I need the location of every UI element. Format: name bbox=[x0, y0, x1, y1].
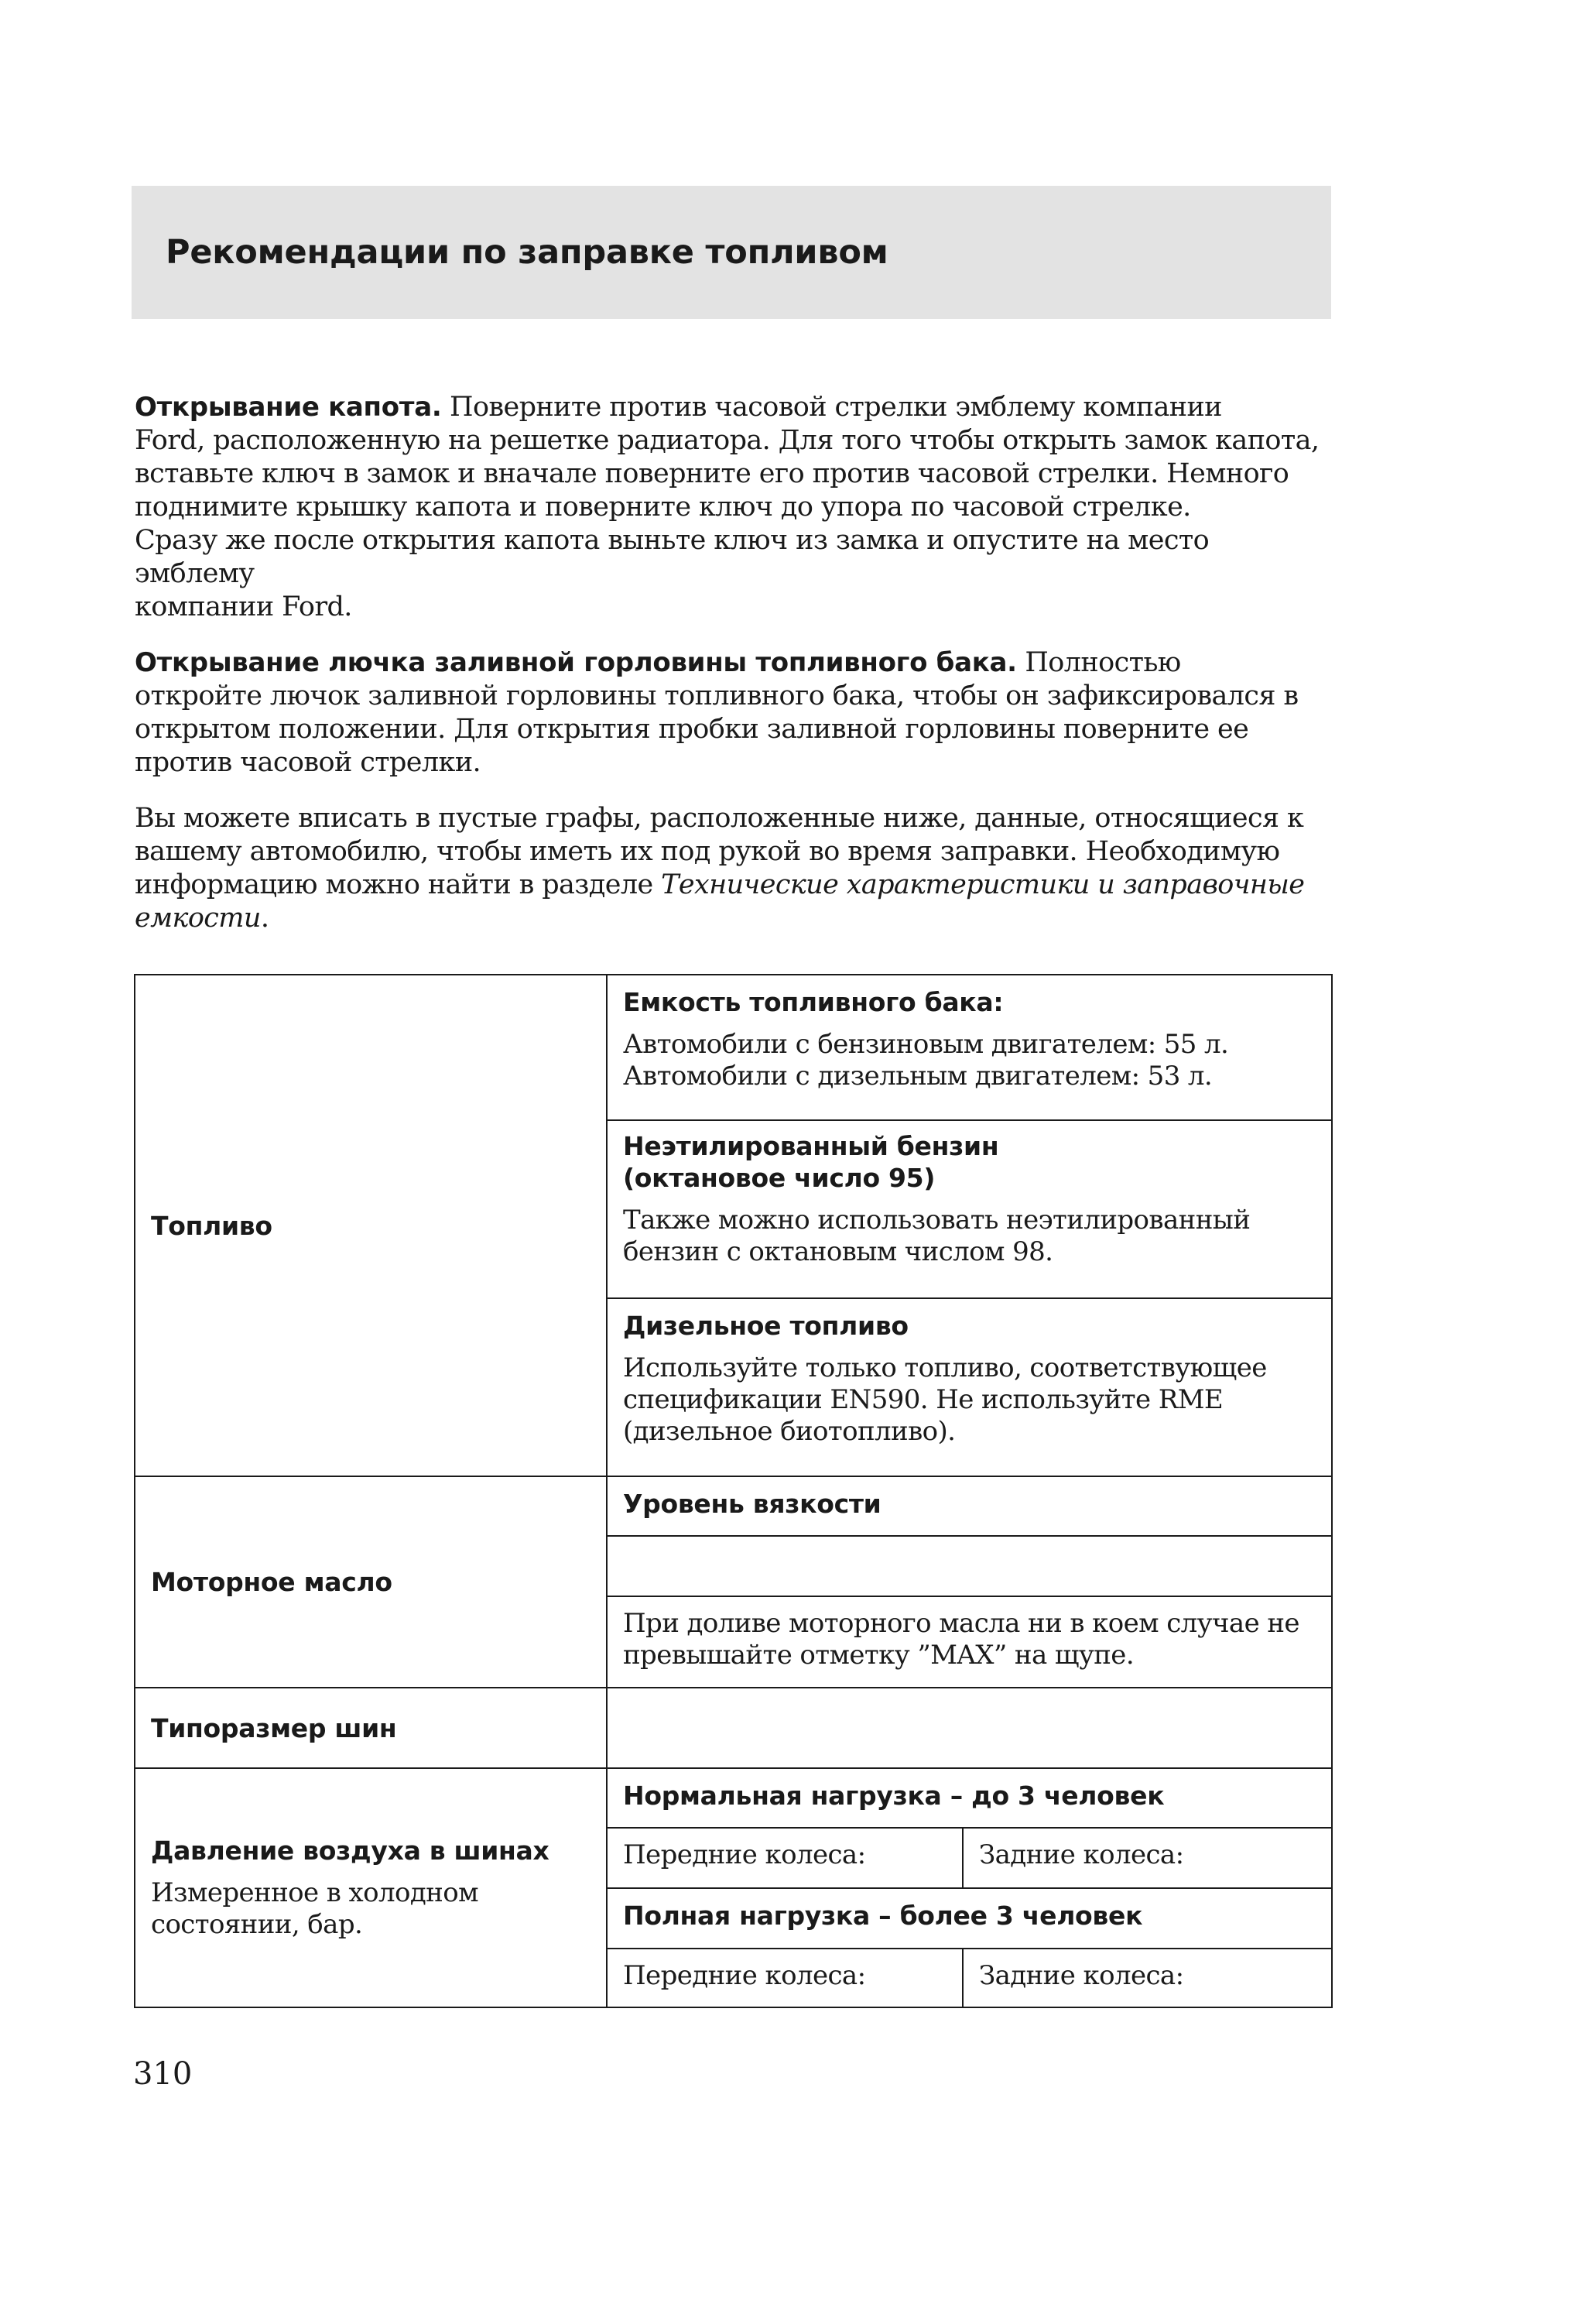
normal-front-label: Передние колеса: bbox=[623, 1839, 866, 1870]
oil-note-line2: превышайте отметку ”MAX” на щупе. bbox=[623, 1640, 1135, 1671]
fuel-door-line1: Полностью bbox=[1025, 647, 1181, 678]
diesel-heading: Дизельное топливо bbox=[623, 1311, 909, 1341]
tank-capacity-cell bbox=[607, 975, 1332, 1120]
paragraph-info bbox=[135, 802, 1327, 935]
oil-note-cell bbox=[607, 1596, 1332, 1688]
pressure-label-cell bbox=[135, 1768, 607, 2007]
paragraph-fuel-door bbox=[135, 646, 1327, 780]
hood-line3: вставьте ключ в замок и вначале поверните его против часовой стрелки. Немного bbox=[135, 458, 1289, 489]
fuel-door-line2: откройте лючок заливной горловины топливного бака, чтобы он зафиксировался в bbox=[135, 680, 1299, 711]
info-line1: Вы можете вписать в пустые графы, расположенные ниже, данные, относящиеся к bbox=[135, 803, 1304, 834]
normal-rear-field[interactable] bbox=[963, 1828, 1332, 1888]
diesel-note-line2: спецификации EN590. Не используйте RME bbox=[623, 1384, 1224, 1415]
pressure-sub-line2: состоянии, бар. bbox=[151, 1909, 363, 1940]
vehicle-data-table bbox=[134, 974, 1333, 2008]
normal-load-heading: Нормальная нагрузка – до 3 человек bbox=[623, 1781, 1165, 1811]
pressure-label: Давление воздуха в шинах bbox=[151, 1836, 549, 1866]
diesel-note-line1: Используйте только топливо, соответствующее bbox=[623, 1352, 1267, 1383]
fuel-door-line3: открытом положении. Для открытия пробки заливной горловины поверните ее bbox=[135, 714, 1249, 745]
hood-lead: Открывание капота. bbox=[135, 392, 442, 423]
info-italic2: емкости bbox=[135, 903, 261, 934]
info-line3: информацию можно найти в разделе bbox=[135, 869, 653, 900]
hood-line5: Сразу же после открытия капота выньте ключ из замка и опустите на место эмблему bbox=[135, 525, 1210, 589]
tank-petrol-value: Автомобили с бензиновым двигателем: 55 л. bbox=[623, 1029, 1229, 1060]
fuel-label-cell bbox=[135, 975, 607, 1476]
table-row bbox=[135, 1688, 1332, 1768]
full-rear-field[interactable] bbox=[963, 1949, 1332, 2007]
normal-rear-label: Задние колеса: bbox=[979, 1839, 1184, 1870]
tank-capacity-heading: Емкость топливного бака: bbox=[623, 987, 1004, 1017]
viscosity-cell bbox=[607, 1476, 1332, 1536]
oil-label-cell bbox=[135, 1476, 607, 1688]
info-line2: вашему автомобилю, чтобы иметь их под рукой во время заправки. Необходимую bbox=[135, 836, 1280, 867]
page-number: 310 bbox=[133, 2056, 193, 2092]
normal-load-cell bbox=[607, 1768, 1332, 1828]
tyres-label: Типоразмер шин bbox=[151, 1712, 397, 1743]
full-load-cell bbox=[607, 1888, 1332, 1949]
table-row bbox=[135, 1476, 1332, 1536]
table-row bbox=[135, 975, 1332, 1120]
full-front-label: Передние колеса: bbox=[623, 1960, 866, 1991]
petrol-cell bbox=[607, 1120, 1332, 1298]
full-front-field[interactable] bbox=[607, 1949, 963, 2007]
normal-front-field[interactable] bbox=[607, 1828, 963, 1888]
paragraph-hood bbox=[135, 391, 1327, 624]
hood-line6: компании Ford. bbox=[135, 591, 352, 622]
fuel-door-line4: против часовой стрелки. bbox=[135, 747, 481, 778]
table-row bbox=[135, 1768, 1332, 1828]
full-load-heading: Полная нагрузка – более 3 человек bbox=[623, 1901, 1143, 1931]
oil-note-line1: При доливе моторного масла ни в коем случае не bbox=[623, 1608, 1299, 1639]
petrol-heading-line1: Неэтилированный бензин bbox=[623, 1131, 999, 1161]
tank-diesel-value: Автомобили с дизельным двигателем: 53 л. bbox=[623, 1061, 1213, 1092]
info-italic1: Технические характеристики и заправочные bbox=[661, 869, 1305, 900]
oil-label: Моторное масло bbox=[151, 1567, 392, 1597]
hood-line4: поднимите крышку капота и поверните ключ до упора по часовой стрелке. bbox=[135, 492, 1191, 523]
section-header bbox=[132, 186, 1331, 319]
full-rear-label: Задние колеса: bbox=[979, 1960, 1184, 1991]
viscosity-blank-field[interactable] bbox=[607, 1536, 1332, 1596]
hood-line2: Ford, расположенную на решетке радиатора. Для того чтобы открыть замок капота, bbox=[135, 425, 1320, 456]
viscosity-heading: Уровень вязкости bbox=[623, 1489, 882, 1519]
hood-line1: Поверните против часовой стрелки эмблему компании bbox=[450, 392, 1222, 423]
page-title: Рекомендации по заправке топливом bbox=[166, 233, 888, 272]
petrol-heading-line2: (октановое число 95) bbox=[623, 1163, 936, 1193]
fuel-door-lead: Открывание лючка заливной горловины топливного бака. bbox=[135, 647, 1017, 678]
tyres-label-cell bbox=[135, 1688, 607, 1768]
diesel-note-line3: (дизельное биотопливо). bbox=[623, 1416, 956, 1447]
petrol-note-line1: Также можно использовать неэтилированный bbox=[623, 1205, 1251, 1236]
diesel-cell bbox=[607, 1298, 1332, 1476]
pressure-sub-line1: Измеренное в холодном bbox=[151, 1877, 478, 1908]
fuel-label: Топливо bbox=[151, 1210, 272, 1241]
info-end: . bbox=[260, 903, 269, 934]
body-text bbox=[135, 391, 1327, 958]
petrol-note-line2: бензин с октановым числом 98. bbox=[623, 1236, 1053, 1267]
tyres-blank-field[interactable] bbox=[607, 1688, 1332, 1768]
